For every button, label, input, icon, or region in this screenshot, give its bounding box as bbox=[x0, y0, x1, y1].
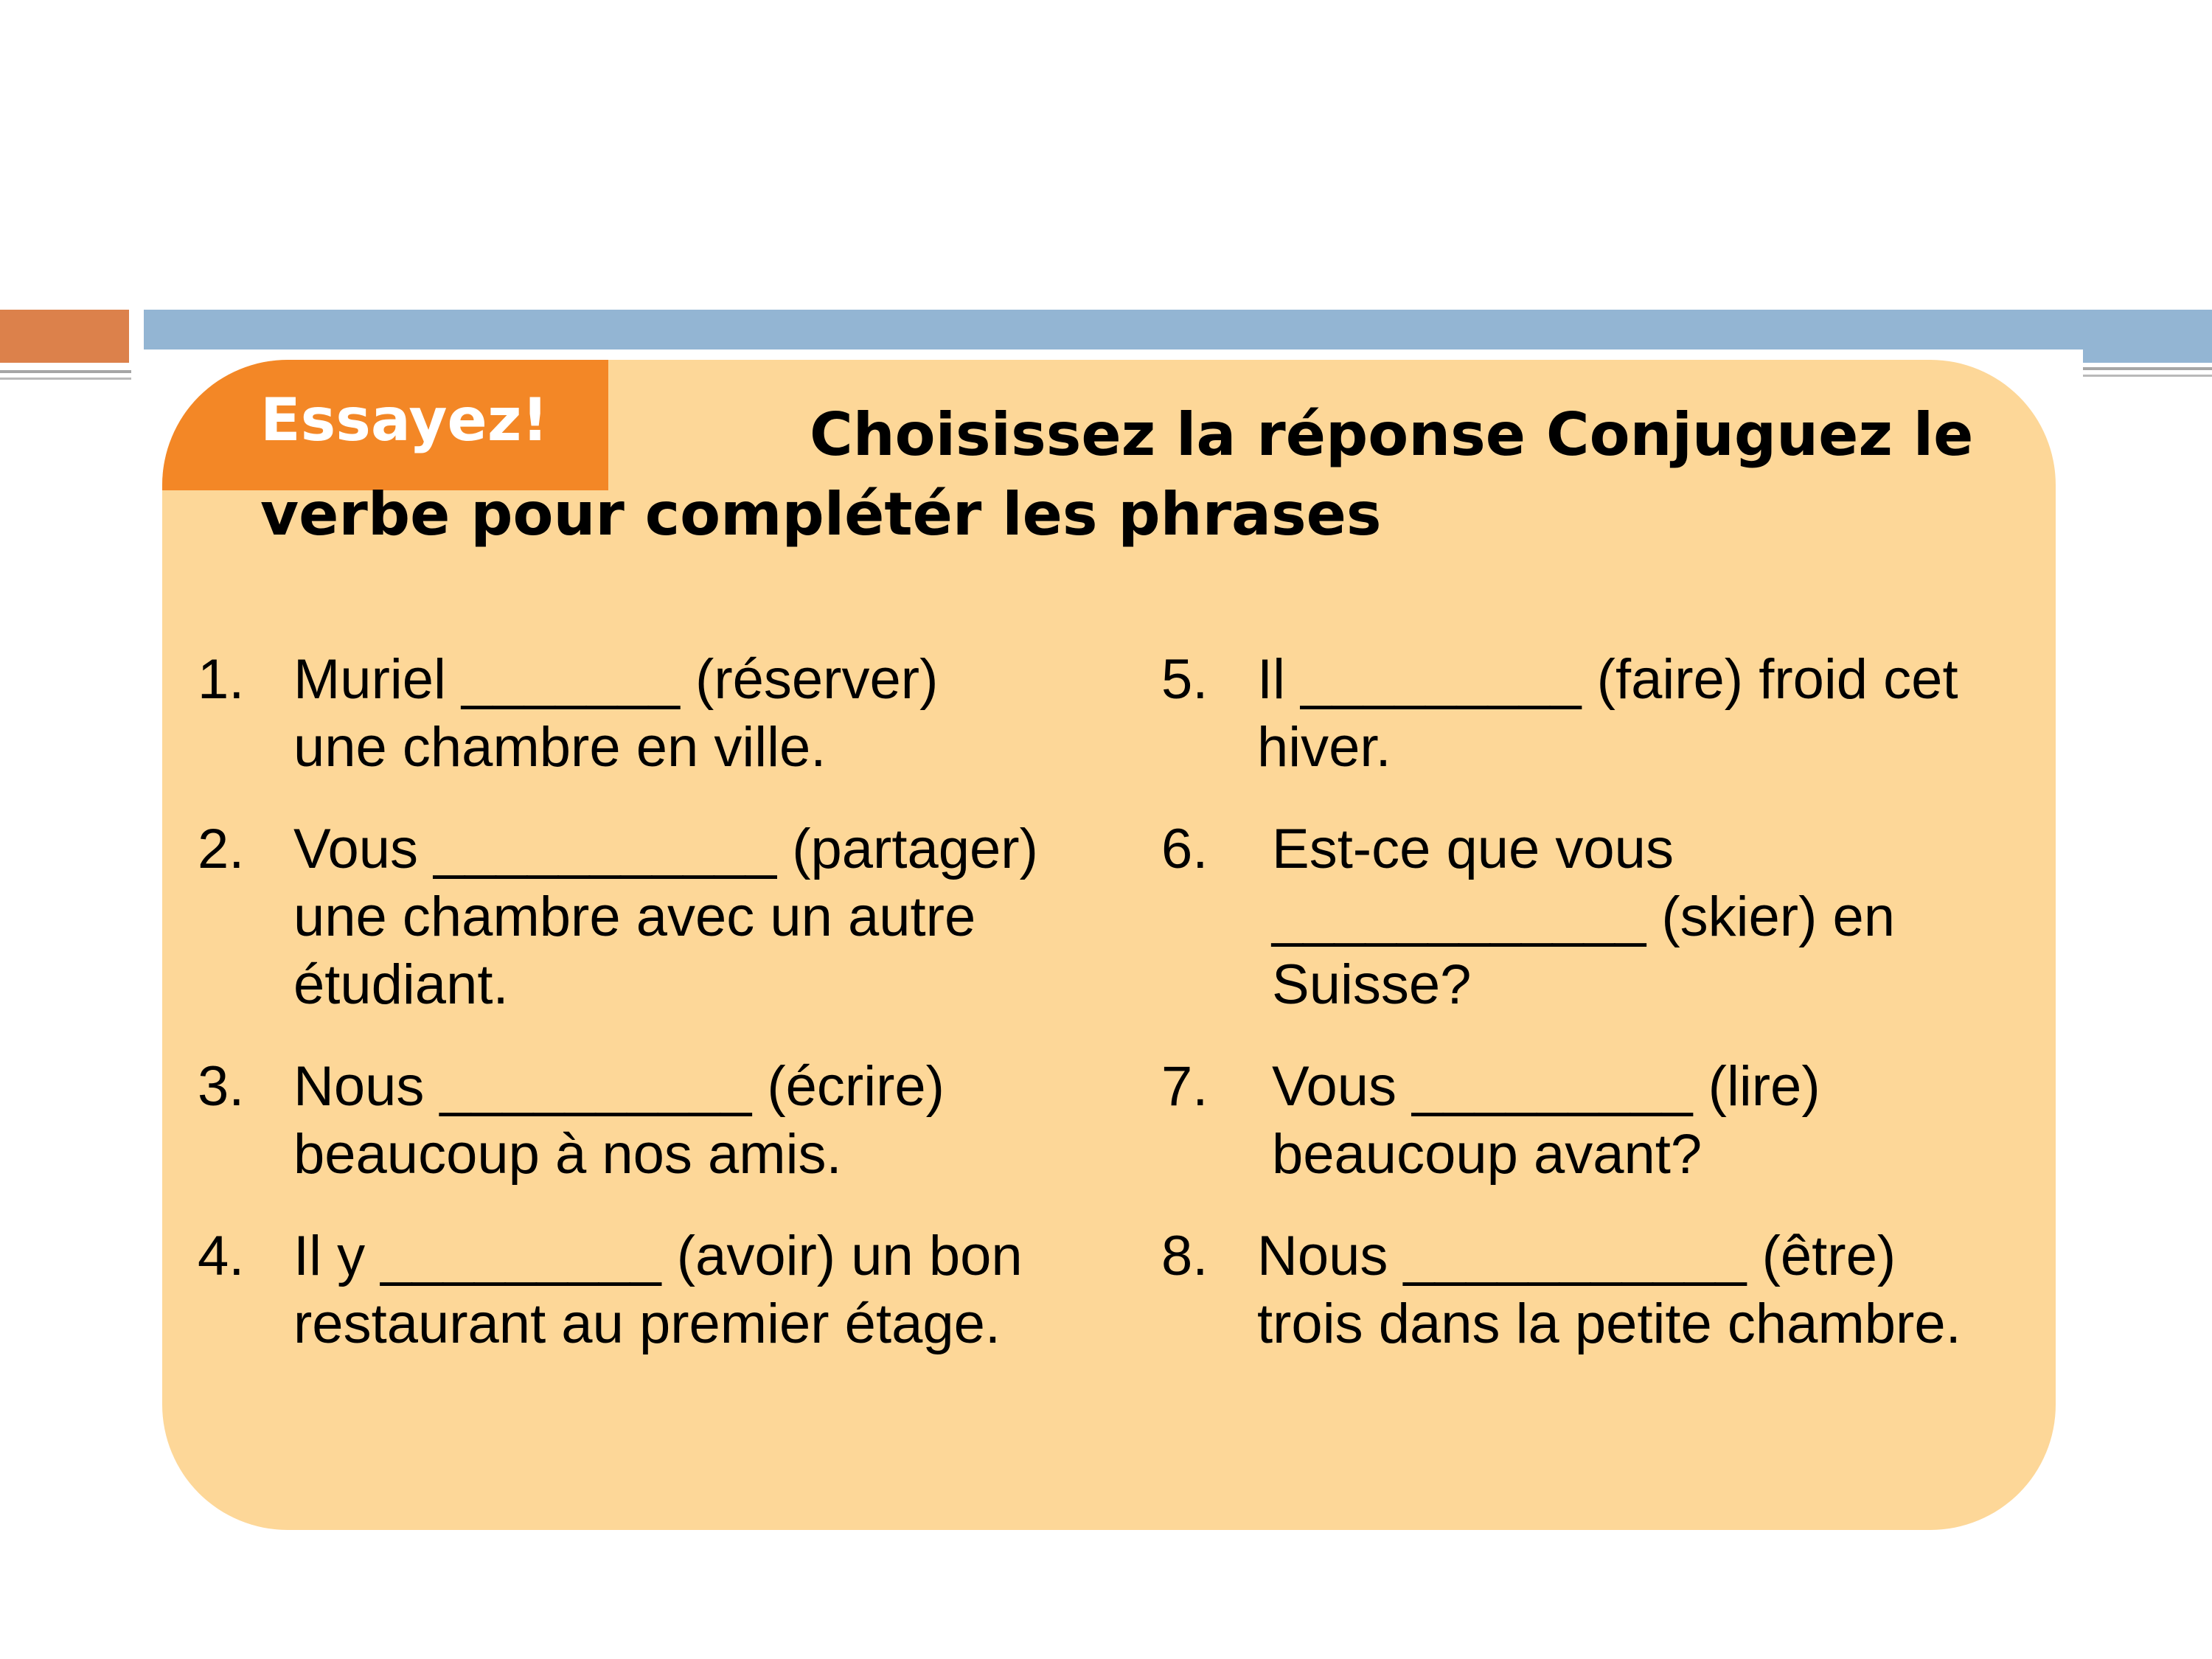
exercise-column-left bbox=[198, 646, 1149, 1392]
instruction-line-1: Choisissez la réponse Conjuguez le bbox=[810, 400, 1974, 469]
exercise-line: Nous ___________ (être) bbox=[1257, 1225, 1896, 1287]
exercise-item-2 bbox=[198, 815, 1149, 1019]
exercise-line: Suisse? bbox=[1272, 953, 1472, 1016]
exercise-number: 8. bbox=[1161, 1225, 1208, 1287]
exercise-line: Il _________ (faire) froid cet bbox=[1257, 648, 1958, 711]
accent-bar-blue bbox=[144, 310, 2212, 349]
exercise-line: Est-ce que vous bbox=[1272, 818, 1674, 880]
exercise-line: une chambre en ville. bbox=[293, 716, 827, 779]
exercise-line: ____________ (skier) en bbox=[1272, 886, 1896, 948]
accent-bar-blue-right bbox=[2083, 349, 2212, 363]
exercise-line: Nous __________ (écrire) bbox=[293, 1055, 945, 1118]
exercise-item-5 bbox=[1161, 646, 2056, 782]
exercise-line: beaucoup à nos amis. bbox=[293, 1123, 842, 1186]
exercise-item-8 bbox=[1161, 1222, 2056, 1358]
exercise-line: hiver. bbox=[1257, 716, 1391, 779]
exercise-line: Muriel _______ (réserver) bbox=[293, 648, 939, 711]
accent-bar-orange bbox=[0, 310, 129, 363]
exercise-number: 2. bbox=[198, 818, 245, 880]
exercise-item-4 bbox=[198, 1222, 1149, 1358]
exercise-item-7 bbox=[1161, 1053, 2056, 1189]
exercise-item-1 bbox=[198, 646, 1149, 782]
exercise-line: restaurant au premier étage. bbox=[293, 1293, 1001, 1355]
exercise-line: Vous ___________ (partager) bbox=[293, 818, 1038, 880]
exercise-line: une chambre avec un autre bbox=[293, 886, 976, 948]
divider-right-thin bbox=[2083, 375, 2212, 377]
divider-left-thin bbox=[0, 378, 131, 380]
exercise-card bbox=[162, 360, 2056, 1530]
exercise-number: 7. bbox=[1161, 1055, 1208, 1118]
divider-left bbox=[0, 370, 131, 373]
exercise-column-right bbox=[1161, 646, 2056, 1392]
instruction-line-2: verbe pour complétér les phrases bbox=[260, 480, 1382, 549]
exercise-number: 4. bbox=[198, 1225, 245, 1287]
exercise-line: trois dans la petite chambre. bbox=[1257, 1293, 1961, 1355]
exercise-number: 6. bbox=[1161, 818, 1208, 880]
exercise-line: étudiant. bbox=[293, 953, 509, 1016]
exercise-number: 3. bbox=[198, 1055, 245, 1118]
exercise-line: Vous _________ (lire) bbox=[1272, 1055, 1820, 1118]
exercise-line: Il y _________ (avoir) un bon bbox=[293, 1225, 1023, 1287]
exercise-number: 1. bbox=[198, 648, 245, 711]
instruction-heading bbox=[260, 395, 2030, 554]
exercise-number: 5. bbox=[1161, 648, 1208, 711]
divider-right bbox=[2083, 367, 2212, 370]
exercise-item-3 bbox=[198, 1053, 1149, 1189]
essayez-label: Essayez! bbox=[260, 386, 549, 454]
exercise-item-6 bbox=[1161, 815, 2056, 1019]
exercise-line: beaucoup avant? bbox=[1272, 1123, 1703, 1186]
